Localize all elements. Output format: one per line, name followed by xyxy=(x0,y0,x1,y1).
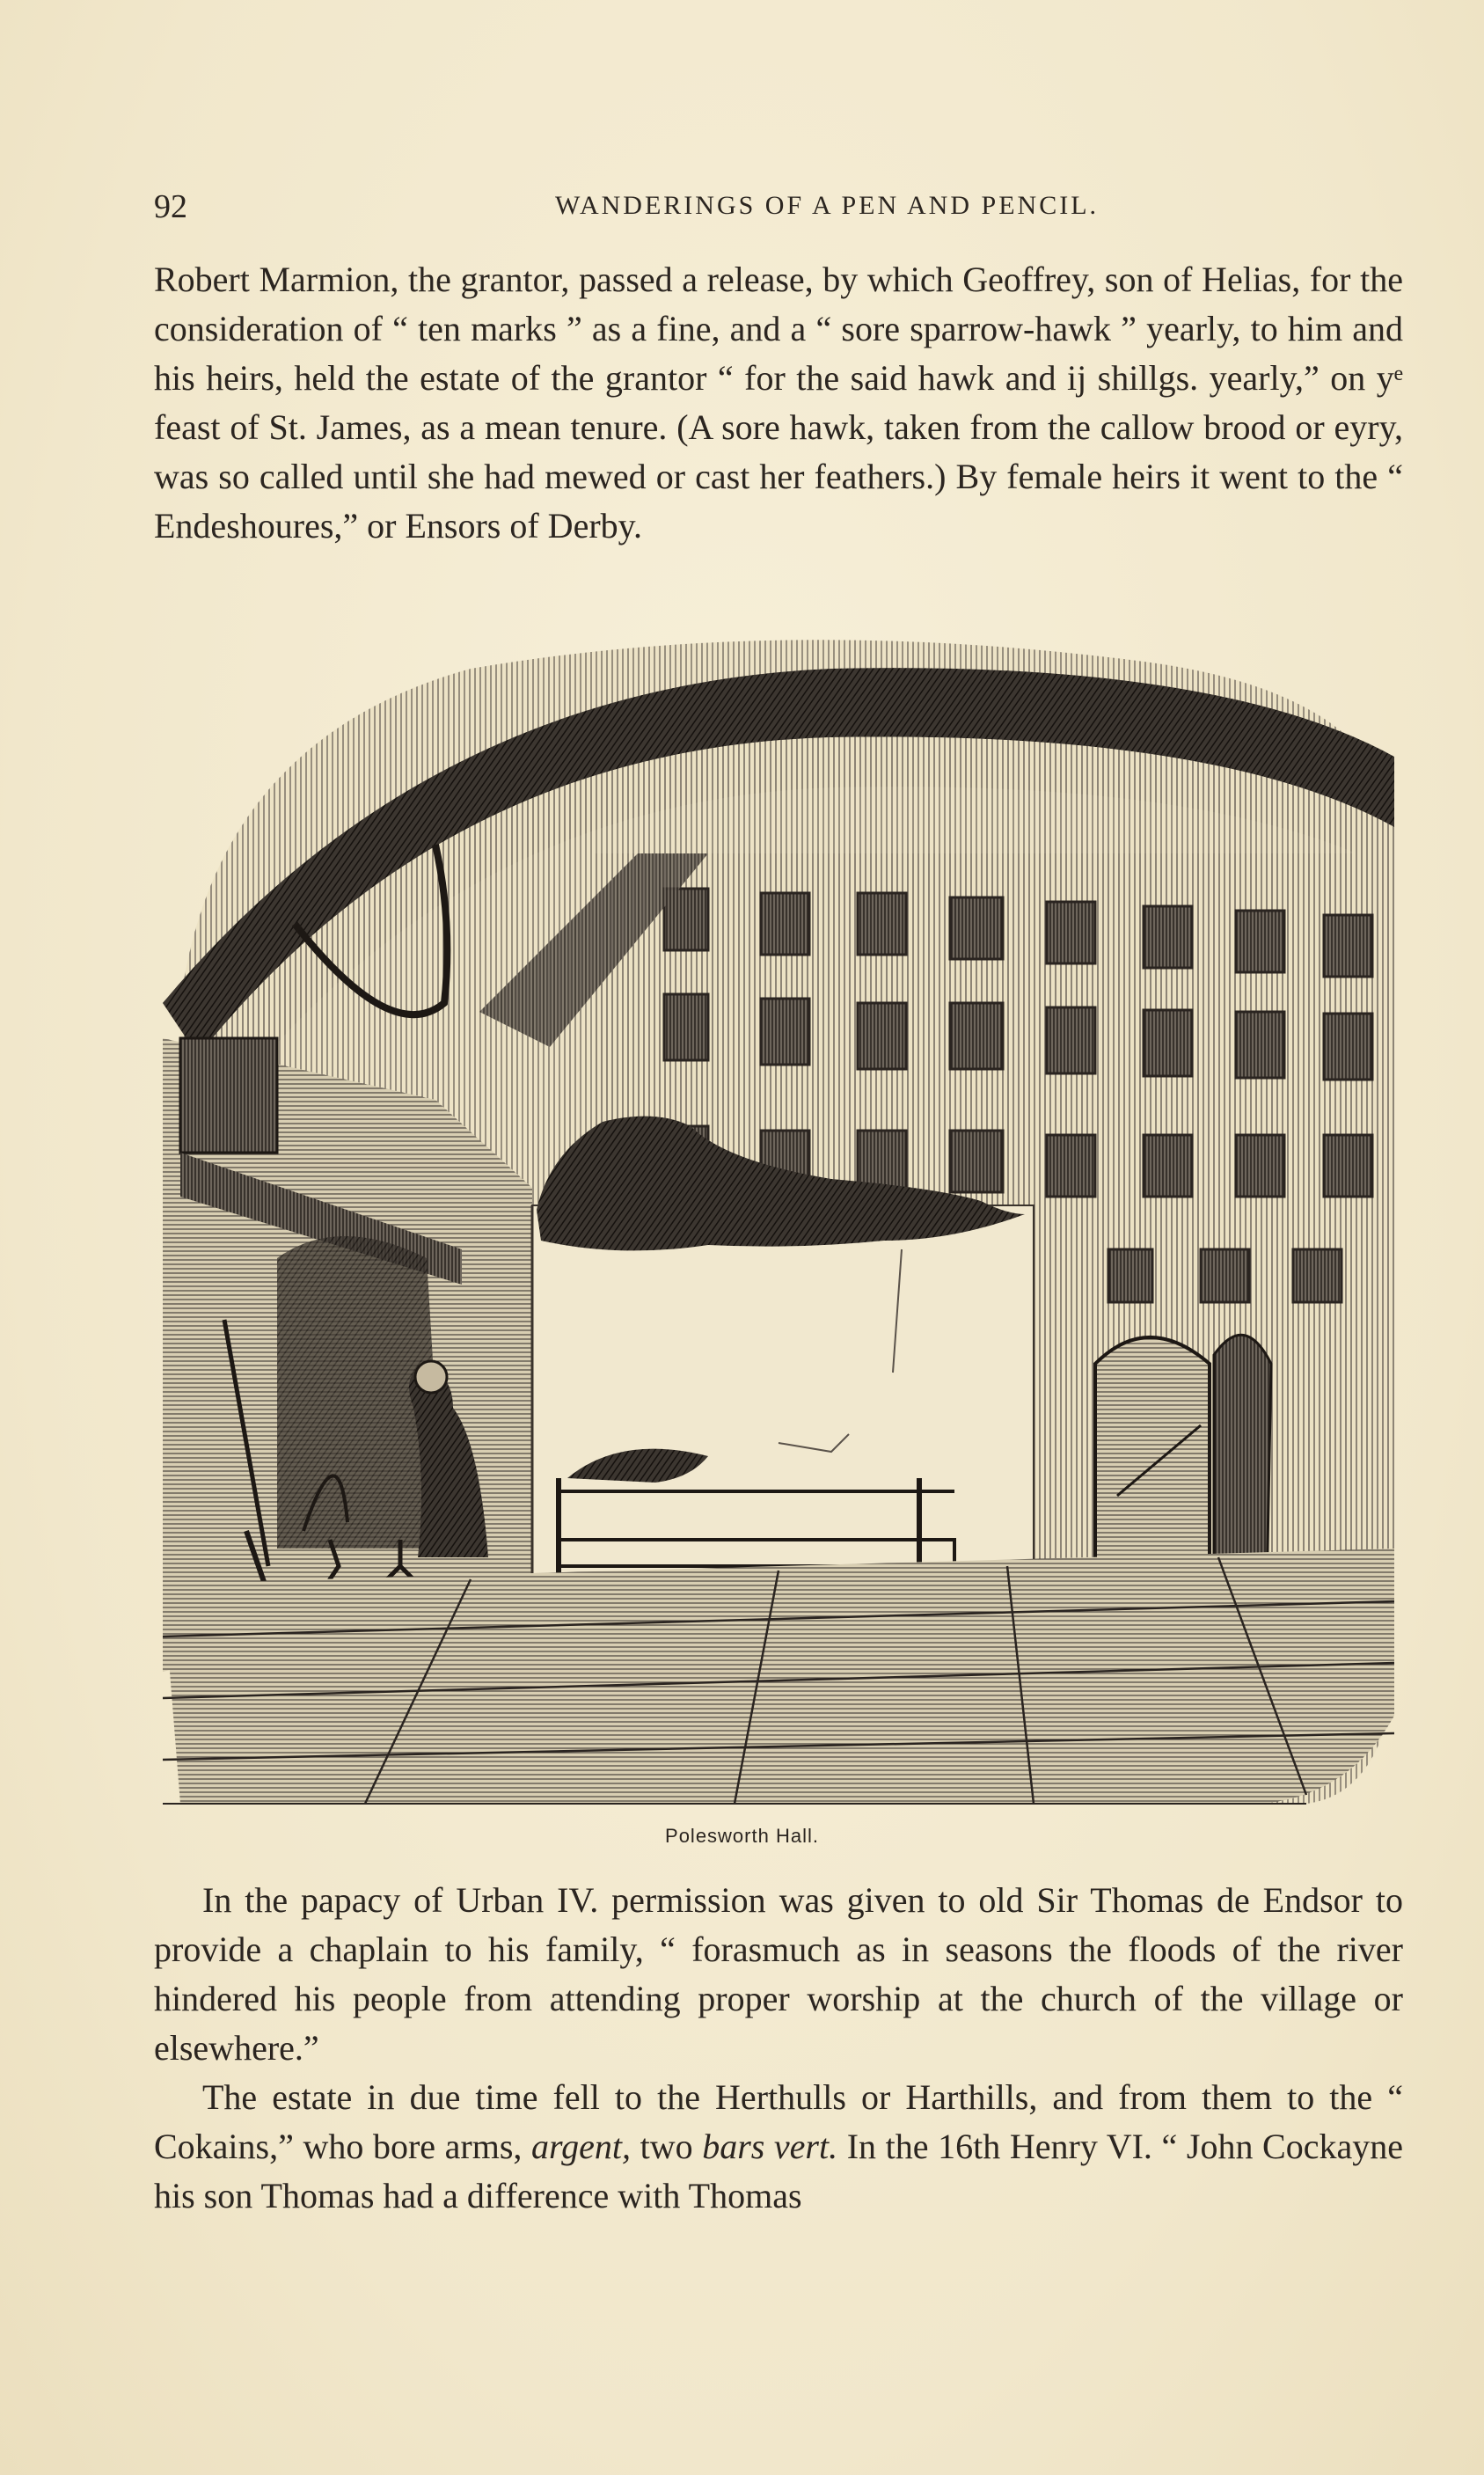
paragraph-2-text: In the papacy of Urban IV. permission was given to old Sir Thomas de Endsor to provide a chaplain to his family, “ forasmuch as in seasons the floods of the river hindered his people from attending proper worship at the church of the village or elsewhere.” xyxy=(154,1880,1403,2068)
paragraph-3-part3: In the 16th Henry VI. “ John Cockayne his son Thomas had a difference with Thomas xyxy=(154,2127,1403,2215)
paragraph-1 xyxy=(154,255,1403,551)
running-title: WANDERINGS OF A PEN AND PENCIL. xyxy=(554,191,1100,220)
illustration-polesworth-hall xyxy=(163,633,1399,1817)
paragraph-3-italic-bars-vert: bars vert. xyxy=(702,2127,838,2166)
paragraph-1-text: Robert Marmion, the grantor, passed a release, by which Geoffrey, son of Helias, for the consideration of “ ten marks ” as a fine, and a “ sore sparrow-hawk ” yearly, to him and his heirs, held the estate of the grantor “ for the said hawk and ij shillgs. yearly,” on yᵉ feast of St. James, as a mean tenure. (A sore hawk, taken from the callow brood or eyry, was so called until she had mewed or cast her feathers.) By female heirs it went to the “ Endeshoures,” or Ensors of Derby. xyxy=(154,260,1403,546)
page-number: 92 xyxy=(154,188,187,225)
paragraph-3-italic-argent: argent, xyxy=(531,2127,631,2166)
paragraph-3 xyxy=(154,2073,1403,2221)
figure-caption: Polesworth Hall. xyxy=(665,1825,819,1847)
paragraph-3-text xyxy=(154,2073,1403,2221)
paragraph-3-part2: two xyxy=(630,2127,703,2166)
paragraph-3-part1: The estate in due time fell to the Herthulls or Harthills, and from them to the “ Cokains,” who bore arms, xyxy=(154,2077,1403,2166)
paragraph-2 xyxy=(154,1876,1403,2073)
page-header xyxy=(154,180,1403,224)
